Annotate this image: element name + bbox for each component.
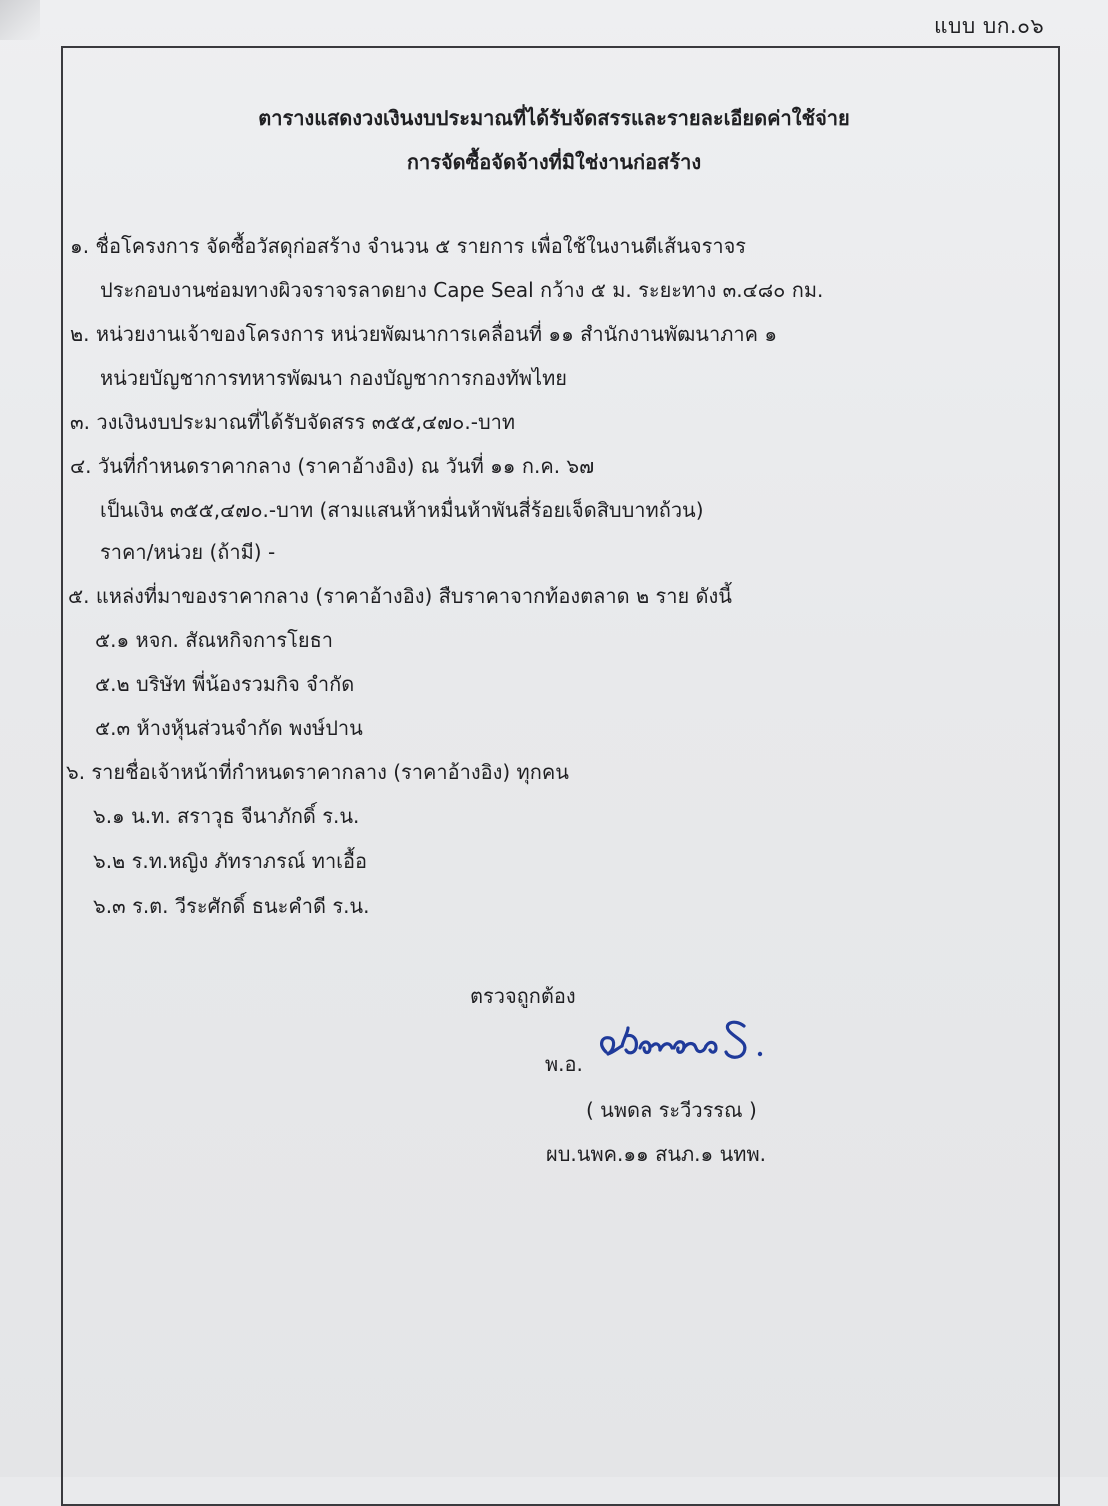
signer-name: ( นพดล ระวีวรรณ ) — [586, 1098, 757, 1122]
item-2-owner-unit: ๒. หน่วยงานเจ้าของโครงการ หน่วยพัฒนาการเคลื่อนที่ ๑๑ สำนักงานพัฒนาภาค ๑ — [70, 322, 778, 346]
item-3-budget: ๓. วงเงินงบประมาณที่ได้รับจัดสรร ๓๕๕,๔๗๐.-บาท — [70, 410, 516, 434]
item-2-owner-unit-cont: หน่วยบัญชาการทหารพัฒนา กองบัญชาการกองทัพไทย — [100, 366, 568, 390]
item-6-officers: ๖. รายชื่อเจ้าหน้าที่กำหนดราคากลาง (ราคาอ้างอิง) ทุกคน — [66, 760, 569, 784]
item-5-price-source: ๕. แหล่งที่มาของราคากลาง (ราคาอ้างอิง) สืบราคาจากท้องตลาด ๒ ราย ดังนี้ — [68, 584, 732, 608]
item-5-2-vendor: ๕.๒ บริษัท พี่น้องรวมกิจ จำกัด — [95, 672, 355, 696]
item-6-1-officer: ๖.๑ น.ท. สราวุธ จีนาภักดิ์ ร.น. — [93, 804, 360, 828]
item-1-project-name: ๑. ชื่อโครงการ จัดซื้อวัสดุก่อสร้าง จำนวน ๕ รายการ เพื่อใช้ในงานตีเส้นจราจร — [70, 234, 747, 258]
item-4-amount: เป็นเงิน ๓๕๕,๔๗๐.-บาท (สามแสนห้าหมื่นห้าพันสี่ร้อยเจ็ดสิบบาทถ้วน) — [100, 498, 704, 522]
item-5-1-vendor: ๕.๑ หจก. สัณหกิจการโยธา — [95, 628, 334, 652]
item-6-3-officer: ๖.๓ ร.ต. วีระศักดิ์ ธนะคำดี ร.น. — [93, 894, 370, 918]
handwritten-signature — [594, 1008, 794, 1078]
document-title-line-1: ตารางแสดงวงเงินงบประมาณที่ได้รับจัดสรรและรายละเอียดค่าใช้จ่าย — [258, 106, 850, 130]
page-corner-shadow — [0, 0, 40, 40]
form-code: แบบ บก.๐๖ — [934, 14, 1045, 38]
item-6-2-officer: ๖.๒ ร.ท.หญิง ภัทราภรณ์ ทาเอื้อ — [93, 849, 368, 873]
item-5-3-vendor: ๕.๓ ห้างหุ้นส่วนจำกัด พงษ์ปาน — [95, 716, 363, 740]
item-1-project-detail: ประกอบงานซ่อมทางผิวจราจรลาดยาง Cape Seal กว้าง ๕ ม. ระยะทาง ๓.๔๘๐ กม. — [100, 278, 824, 302]
item-4-reference-date: ๔. วันที่กำหนดราคากลาง (ราคาอ้างอิง) ณ วันที่ ๑๑ ก.ค. ๖๗ — [70, 454, 595, 478]
signer-rank: พ.อ. — [545, 1052, 583, 1076]
item-4-unit-price: ราคา/หน่วย (ถ้ามี) - — [100, 540, 276, 564]
document-title-line-2: การจัดซื้อจัดจ้างที่มิใช่งานก่อสร้าง — [406, 150, 702, 174]
signer-position: ผบ.นพค.๑๑ สนภ.๑ นทพ. — [546, 1142, 766, 1166]
verified-label: ตรวจถูกต้อง — [470, 984, 576, 1008]
